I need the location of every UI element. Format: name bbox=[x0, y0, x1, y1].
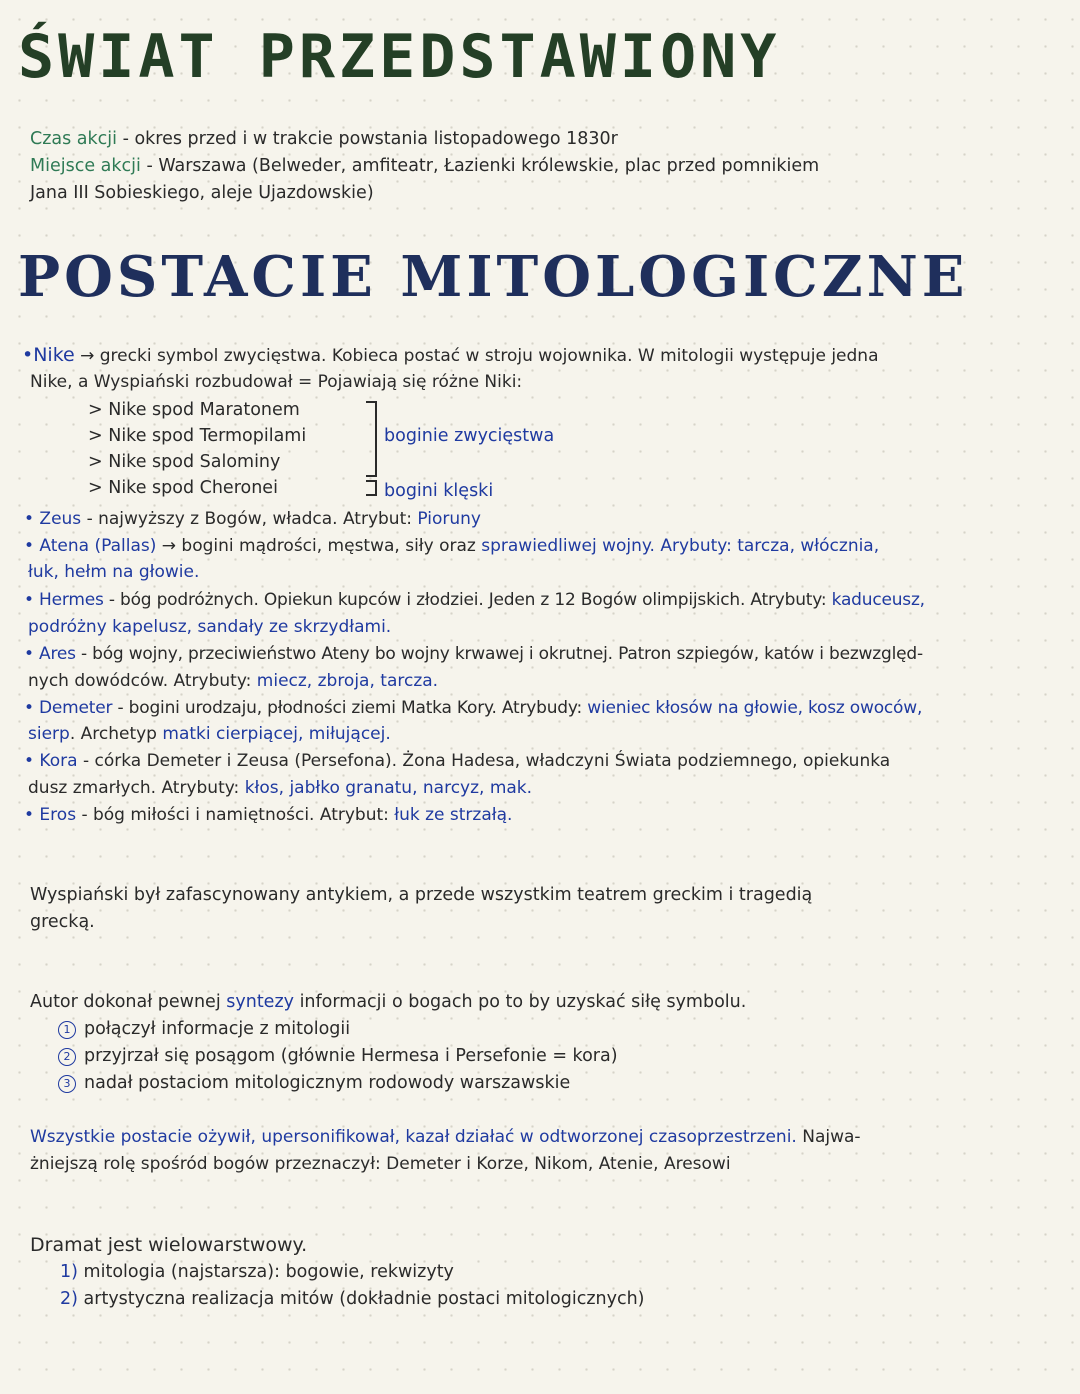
miejsce-akcji-line-2: Jana III Sobieskiego, aleje Ujazdowskie) bbox=[30, 183, 374, 203]
nike-line-1 bbox=[22, 342, 878, 369]
atena-attr: sprawiedliwej wojny. Arybuty: tarcza, włócznia, bbox=[481, 536, 880, 556]
hermes-line bbox=[24, 587, 925, 613]
nike-item: > Nike spod Cheronei bbox=[88, 478, 278, 498]
wyspianski-line-2: grecką. bbox=[30, 912, 95, 932]
number-1-icon: 1 bbox=[58, 1021, 76, 1039]
autor-point bbox=[58, 1043, 618, 1069]
nike-item: > Nike spod Maratonem bbox=[88, 400, 300, 420]
autor-intro-a: Autor dokonał pewnej bbox=[30, 992, 227, 1012]
ares-line-2 bbox=[28, 668, 438, 694]
atena-desc: → bogini mądrości, męstwa, siły oraz bbox=[156, 536, 482, 556]
eros-name: • Eros bbox=[24, 805, 77, 825]
miejsce-akcji-label: Miejsce akcji bbox=[30, 156, 141, 176]
zeus-attr: Pioruny bbox=[417, 509, 481, 529]
dramat-item-num: 1) bbox=[60, 1262, 78, 1282]
autor-point-text: przyjrzał się posągom (głównie Hermesa i Persefonie = kora) bbox=[84, 1046, 618, 1066]
miejsce-akcji-line bbox=[30, 153, 819, 179]
zeus-line bbox=[24, 506, 481, 532]
autor-intro bbox=[30, 989, 746, 1015]
section-title-postacie: POSTACIE MITOLOGICZNE bbox=[18, 244, 969, 310]
eros-desc: - bóg miłości i namiętności. Atrybut: bbox=[76, 805, 395, 825]
demeter-archetyp-value: matki cierpiącej, miłującej. bbox=[162, 724, 391, 744]
bracket-boginie-zwyciestwa bbox=[366, 401, 377, 477]
wszystkie-blue: Wszystkie postacie ożywił, upersonifikował, kazał działać w odtworzonej czasoprzestrzeni. bbox=[30, 1127, 797, 1147]
czas-akcji-text: - okres przed i w trakcie powstania listopadowego 1830r bbox=[117, 129, 618, 149]
nike-item: > Nike spod Termopilami bbox=[88, 426, 307, 446]
demeter-sierp: sierp bbox=[28, 724, 70, 744]
kora-attr: kłos, jabłko granatu, narcyz, mak. bbox=[244, 778, 533, 798]
hermes-attr: kaduceusz, bbox=[831, 590, 925, 610]
czas-akcji-label: Czas akcji bbox=[30, 129, 118, 149]
ares-attr: miecz, zbroja, tarcza. bbox=[256, 671, 439, 691]
zeus-desc: - najwyższy z Bogów, władca. Atrybut: bbox=[81, 509, 418, 529]
kora-name: • Kora bbox=[24, 751, 78, 771]
atena-line-2: łuk, hełm na głowie. bbox=[28, 562, 200, 582]
dramat-item-text: mitologia (najstarsza): bogowie, rekwizyty bbox=[83, 1262, 454, 1282]
autor-point-text: połączył informacje z mitologii bbox=[84, 1019, 351, 1039]
kora-line-2 bbox=[28, 775, 532, 801]
dramat-item bbox=[60, 1286, 645, 1312]
bracket-bogini-kleski bbox=[366, 480, 377, 496]
dramat-item-num: 2) bbox=[60, 1289, 78, 1309]
autor-intro-b: informacji o bogach po to by uzyskać siłę symbolu. bbox=[294, 992, 747, 1012]
nike-line-2: Nike, a Wyspiański rozbudował = Pojawiają się różne Niki: bbox=[30, 372, 523, 392]
ares-desc: - bóg wojny, przeciwieństwo Ateny bo wojny krwawej i okrutnej. Patron szpiegów, katów i bezwzględ- bbox=[75, 644, 923, 664]
kora-desc: - córka Demeter i Zeusa (Persefona). Żona Hadesa, władczyni Świata podziemnego, opiekunka bbox=[77, 751, 891, 771]
demeter-line-2 bbox=[28, 721, 391, 747]
eros-line bbox=[24, 802, 512, 828]
czas-akcji-line bbox=[30, 126, 618, 152]
nike-item: > Nike spod Salominy bbox=[88, 452, 281, 472]
dramat-title: Dramat jest wielowarstwowy. bbox=[30, 1234, 308, 1256]
eros-attr: łuk ze strzałą. bbox=[394, 805, 513, 825]
hermes-line-2: podróżny kapelusz, sandały ze skrzydłami. bbox=[28, 617, 392, 637]
demeter-attr: wieniec kłosów na głowie, kosz owoców, bbox=[587, 698, 923, 718]
number-3-icon: 3 bbox=[58, 1075, 76, 1093]
hermes-name: • Hermes bbox=[24, 590, 104, 610]
autor-point-text: nadał postaciom mitologicznym rodowody warszawskie bbox=[84, 1073, 571, 1093]
demeter-line bbox=[24, 695, 922, 721]
kora-line bbox=[24, 748, 890, 774]
boginie-zwyciestwa-label: boginie zwycięstwa bbox=[384, 426, 555, 446]
kora-desc-2: dusz zmarłych. Atrybuty: bbox=[28, 778, 245, 798]
wszystkie-dark: Najwa- bbox=[796, 1127, 861, 1147]
autor-point bbox=[58, 1070, 570, 1096]
demeter-desc: - bogini urodzaju, płodności ziemi Matka Kory. Atrybudy: bbox=[112, 698, 588, 718]
atena-line bbox=[24, 533, 879, 559]
wyspianski-line-1: Wyspiański był zafascynowany antykiem, a przede wszystkim teatrem greckim i tragedią bbox=[30, 885, 813, 905]
bogini-kleski-label: bogini klęski bbox=[384, 481, 494, 501]
nike-name: •Nike bbox=[22, 344, 75, 366]
ares-desc-2: nych dowódców. Atrybuty: bbox=[28, 671, 257, 691]
number-2-icon: 2 bbox=[58, 1048, 76, 1066]
zeus-name: • Zeus bbox=[24, 509, 82, 529]
autor-point bbox=[58, 1016, 350, 1042]
demeter-name: • Demeter bbox=[24, 698, 113, 718]
demeter-archetyp: . Archetyp bbox=[69, 724, 163, 744]
atena-name: • Atena (Pallas) bbox=[24, 536, 157, 556]
dramat-item bbox=[60, 1259, 454, 1285]
wszystkie-line-2: żniejszą rolę spośród bogów przeznaczył: Demeter i Korze, Nikom, Atenie, Aresowi bbox=[30, 1154, 731, 1174]
ares-line bbox=[24, 641, 923, 667]
hermes-desc: - bóg podróżnych. Opiekun kupców i złodziei. Jeden z 12 Bogów olimpijskich. Atrybuty: bbox=[103, 590, 832, 610]
page-title: ŚWIAT PRZEDSTAWIONY bbox=[18, 22, 781, 92]
miejsce-akcji-text: - Warszawa (Belweder, amfiteatr, Łazienki królewskie, plac przed pomnikiem bbox=[140, 156, 820, 176]
dramat-item-text: artystyczna realizacja mitów (dokładnie postaci mitologicznych) bbox=[83, 1289, 645, 1309]
autor-synteza: syntezy bbox=[226, 992, 294, 1012]
ares-name: • Ares bbox=[24, 644, 76, 664]
nike-desc: → grecki symbol zwycięstwa. Kobieca postać w stroju wojownika. W mitologii występuje jedna bbox=[74, 346, 879, 366]
wszystkie-line-1 bbox=[30, 1124, 861, 1150]
